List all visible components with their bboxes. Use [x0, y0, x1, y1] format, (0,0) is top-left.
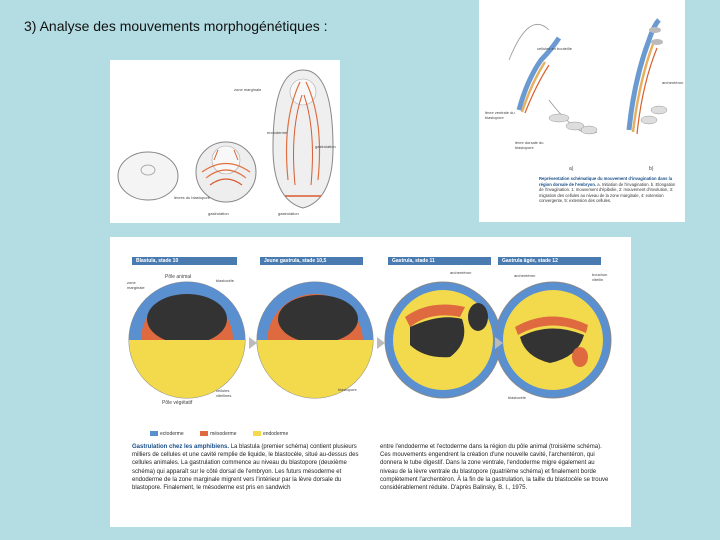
- legend-swatch: [200, 431, 208, 436]
- stage-header-3: Gastrula, stade 11: [388, 257, 491, 265]
- caption-gastrulation-1: gastrulation: [208, 211, 229, 216]
- page-title: 3) Analyse des mouvements morphogénétiques :: [24, 18, 328, 34]
- label-gastrulation-top: gastrulation: [315, 144, 336, 149]
- invagination-caption: [539, 176, 681, 204]
- gastrulation-caption-title: Gastrulation chez les amphibiens.: [132, 444, 230, 450]
- label-archenteron-b1: archentéron: [450, 270, 472, 275]
- gastrulation-caption-left: [132, 443, 364, 492]
- legend-item-ectoderme: ectoderme: [150, 431, 184, 437]
- figure-embryo-stages: [110, 60, 340, 223]
- stage-2-embryo: [257, 282, 373, 398]
- label-pole-animal: Pôle animal: [165, 274, 192, 280]
- gastrulation-stages-drawing: [110, 237, 631, 417]
- label-zone-marginale-b: zone marginale: [127, 280, 145, 290]
- label-cellules-bouteille: cellules en bouteille: [537, 46, 572, 51]
- legend-item-endoderme: endoderme: [253, 431, 288, 437]
- stage-4-embryo: [495, 282, 611, 398]
- embryo-stages-drawing: [110, 60, 340, 223]
- gastrulation-caption-left-text: La blastula (premier schéma) contient plusieurs milliers de cellules et une cavité remplie de liquide, le blastocèle, situé au-dessus des cellules animales. La gastrulation commence au niveau du blastopore (deuxième schéma) qui apparaît sur le côté dorsal de l'embryon. Les futurs mésoderme et endoderme de la zone marginale migrent vers l'intérieur par la lèvre dorsale du blastopore. Finalement, le mésoderme est pris en sandwich: [132, 444, 359, 492]
- figure-invagination: [479, 0, 685, 222]
- panel-letter-b: b): [649, 166, 654, 172]
- stage-1-embryo: [129, 282, 245, 398]
- legend-swatch: [253, 431, 261, 436]
- label-blastopore-b: blastopore: [338, 387, 357, 392]
- caption-gastrulation-2: gastrulation: [278, 211, 299, 216]
- gastrulation-caption-right: entre l'endoderme et l'ectoderme dans la région du pôle animal (troisième schéma). Ces mouvements engendrent la création d'une nouvelle cavité, l'archentéron, qui donnera le tube digestif. Dans la zone ventrale, l'endoderme migre également au niveau de la lèvre ventrale du blastopore (quatrième schéma) et finalement borde complètement l'archentéron. À la fin de la gastrulation, la taille du blastocèle se trouve considérablement réduite. D'après Balinsky, B. I., 1975.: [380, 444, 609, 492]
- stage-header-2: Jeune gastrula, stade 10,5: [260, 257, 363, 265]
- invagination-caption-title: Représentation schématique du mouvement d'invagination dans la région dorsale de l'embryon.: [539, 176, 673, 187]
- label-archenteron-b2: archentéron: [514, 273, 536, 278]
- label-endoderme-top: endoderme: [267, 130, 288, 135]
- stage-header-1: Blastula, stade 10: [132, 257, 237, 265]
- label-cellules-vitellines: cellules vitellines: [216, 388, 232, 398]
- label-levre-ventrale: lèvre ventrale du blastopore: [485, 110, 515, 120]
- label-zone-marginale: zone marginale: [234, 87, 262, 92]
- label-blastocele-b: blastocèle: [216, 278, 235, 283]
- invagination-caption-text: a. Initiation de l'invagination. b. Elongation de l'invagination. 1: mouvement d'épibolie, 2: mouvement d'involution, 3: migration des cellules au niveau de la zone marginale, 4: extension convergente, 5: extension des cellules.: [539, 181, 676, 204]
- label-levre-dorsale: lèvre dorsale du blastopore: [515, 140, 544, 150]
- panel-letter-a: a): [569, 166, 574, 172]
- stage-header-4: Gastrula âgée, stade 12: [498, 257, 601, 265]
- label-levres-blastopore: lèvres du blastopore: [174, 195, 211, 200]
- legend-swatch: [150, 431, 158, 436]
- label-bouchon-vitellin: bouchon vitellin: [592, 272, 608, 282]
- label-blastocele-b2: blastocèle: [508, 395, 527, 400]
- legend-item-mesoderme: mésoderme: [200, 431, 236, 437]
- label-archenteron-top: archentéron: [662, 80, 684, 85]
- label-pole-vegetatif: Pôle végétatif: [162, 400, 193, 406]
- stage-3-embryo: [385, 282, 501, 398]
- legend: [150, 422, 330, 440]
- figure-gastrulation: [110, 237, 631, 527]
